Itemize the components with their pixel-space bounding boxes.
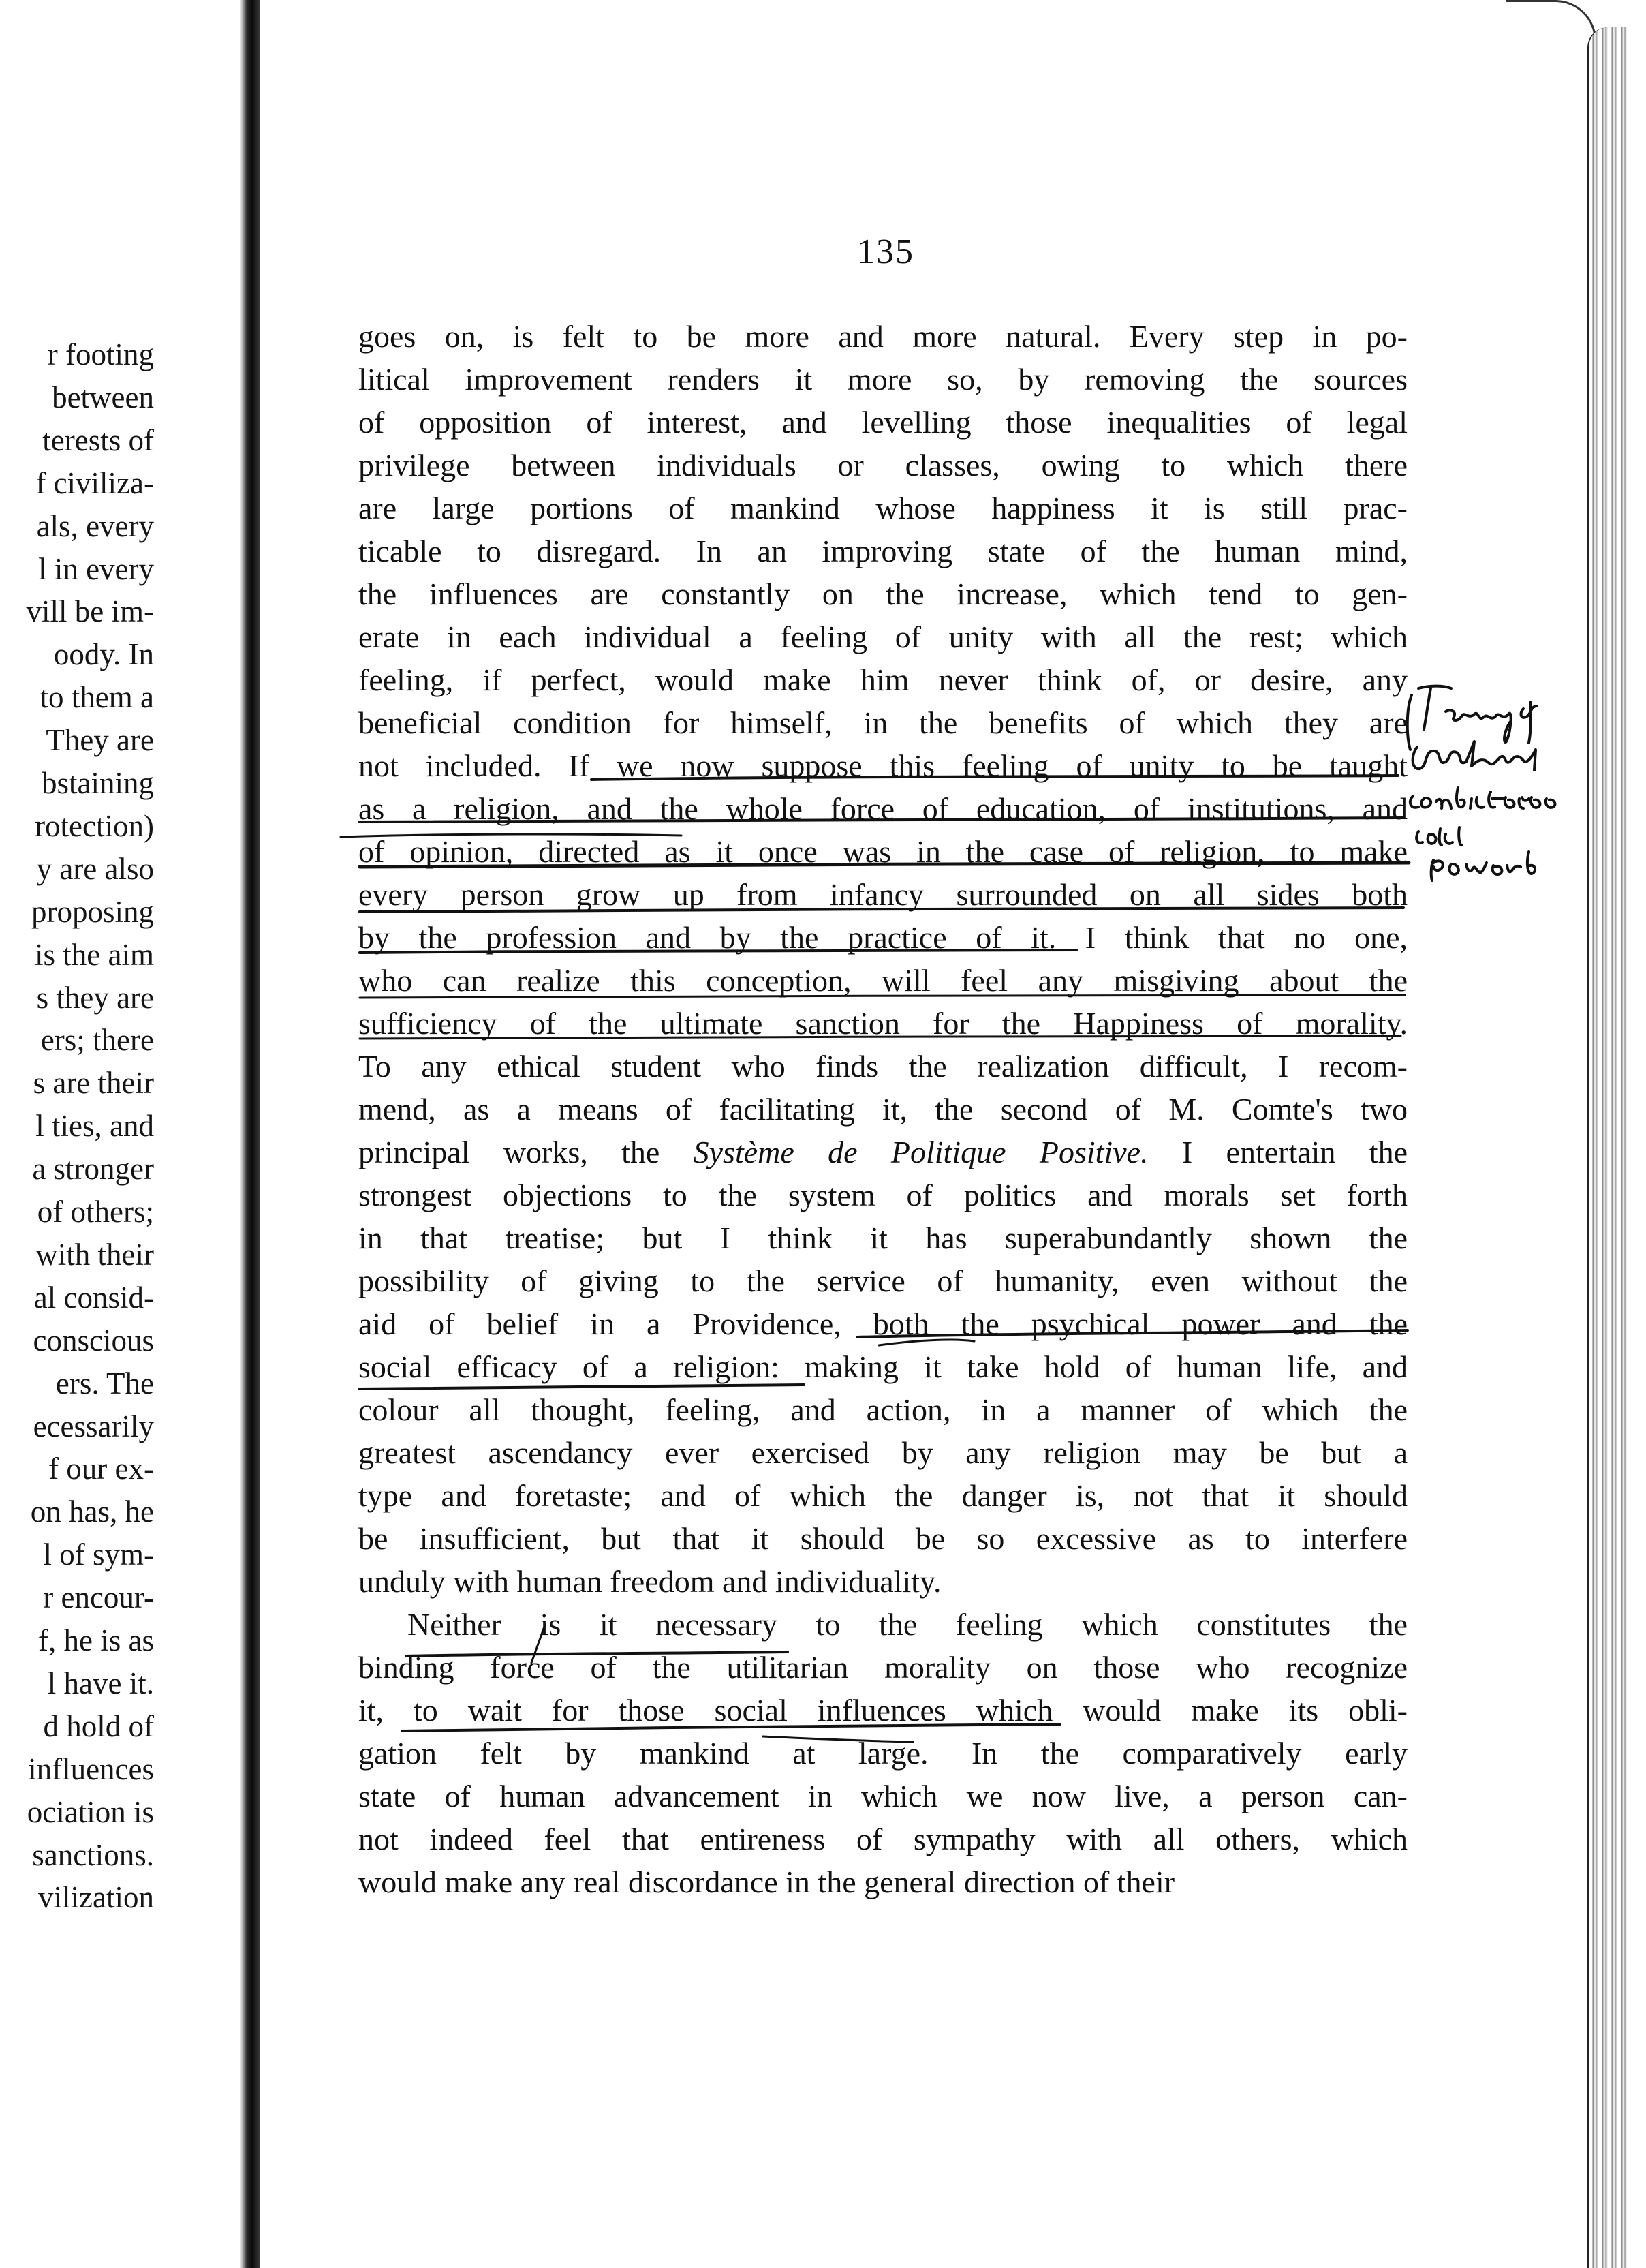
left-page-line: of others;	[37, 1195, 154, 1229]
text-line: feeling, if perfect, would make him never think of, or desire, any	[358, 662, 1408, 697]
text-line: not indeed feel that entireness of sympathy with all others, which	[358, 1822, 1408, 1856]
text-line: possibility of giving to the service of humanity, even without the	[358, 1263, 1408, 1298]
text-line: erate in each individual a feeling of unity with all the rest; which	[358, 619, 1408, 654]
text-line: litical improvement renders it more so, by removing the sources	[358, 362, 1408, 397]
page-edges	[1587, 27, 1630, 2268]
text-line: every person grow up from infancy surrounded on all sides both	[358, 877, 1408, 912]
left-page-line: d hold of	[43, 1708, 154, 1743]
text-line: sufficiency of the ultimate sanction for the Happiness of morality.	[358, 1006, 1408, 1041]
left-page-line: bstaining	[42, 766, 154, 800]
left-page-line: influences	[28, 1751, 154, 1786]
text-line: ticable to disregard. In an improving state of the human mind,	[358, 534, 1408, 568]
text-line: would make any real discordance in the general direction of their	[358, 1865, 1175, 1899]
text-line: state of human advancement in which we now live, a person can-	[358, 1779, 1408, 1813]
text-line: by the profession and by the practice of it. I think that no one,	[358, 920, 1408, 955]
left-page-line: vilization	[38, 1880, 154, 1915]
book-gutter	[240, 0, 260, 2268]
left-page-line: sanctions.	[32, 1837, 154, 1872]
left-page-line: conscious	[33, 1323, 154, 1358]
left-page-line: l of sym-	[43, 1537, 154, 1572]
text-line: beneficial condition for himself, in the benefits of which they are	[358, 705, 1408, 740]
left-page-line: f our ex-	[48, 1452, 154, 1486]
left-page-line: s are their	[33, 1066, 154, 1101]
left-page-line: s they are	[36, 980, 154, 1015]
italic-title: Système de Politique Positive.	[693, 1135, 1149, 1169]
text-line: are large portions of mankind whose happiness it is still prac-	[358, 491, 1408, 525]
left-page-line: rotection)	[35, 808, 154, 843]
left-page-line: proposing	[31, 894, 154, 929]
left-page-line: f, he is as	[38, 1623, 154, 1657]
left-page-line: a stronger	[32, 1152, 154, 1186]
left-page-line: between	[52, 380, 154, 414]
text-line: gation felt by mankind at large. In the comparatively early	[358, 1736, 1408, 1771]
text-line: mend, as a means of facilitating it, the second of M. Comte's two	[358, 1092, 1408, 1127]
left-page-line: r encour-	[43, 1580, 154, 1615]
left-page-line: ers; there	[40, 1023, 154, 1058]
left-page-line: l in every	[38, 551, 154, 586]
text-line: of opinion, directed as it once was in the case of religion, to make	[358, 834, 1408, 869]
body-text	[358, 315, 1408, 1903]
left-page-line: ociation is	[27, 1794, 154, 1829]
text-line: as a religion, and the whole force of education, of institutions, and	[358, 791, 1408, 826]
left-page-line: with their	[35, 1237, 154, 1272]
left-page-line: als, every	[36, 508, 154, 543]
left-page-line: f civiliza-	[35, 465, 154, 500]
text-line: not included. If we now suppose this feeling of unity to be taught	[358, 748, 1408, 783]
left-page-line: vill be im-	[26, 594, 154, 629]
left-page-line: on has, he	[30, 1495, 154, 1529]
left-page-line: is the aim	[35, 937, 154, 972]
text-line: binding force of the utilitarian morality on those who recognize	[358, 1650, 1408, 1685]
text-line: it, to wait for those social influences which would make its obli-	[358, 1693, 1408, 1728]
text-line: goes on, is felt to be more and more natural. Every step in po-	[358, 319, 1408, 354]
handwritten-margin-note	[1403, 681, 1587, 886]
text-line: strongest objections to the system of politics and morals set forth	[358, 1178, 1408, 1212]
text-line: who can realize this conception, will feel any misgiving about the	[358, 963, 1408, 998]
text-line: be insufficient, but that it should be so excessive as to interfere	[358, 1521, 1408, 1556]
text-line: in that treatise; but I think it has superabundantly shown the	[358, 1221, 1408, 1255]
text-line: To any ethical student who finds the realization difficult, I recom-	[358, 1049, 1408, 1084]
left-page-line: al consid-	[33, 1280, 154, 1315]
text-line	[358, 1131, 1408, 1174]
text-line: unduly with human freedom and individuality.	[358, 1564, 942, 1599]
page-number: 135	[857, 232, 914, 271]
text-line: the influences are constantly on the increase, which tend to gen-	[358, 577, 1408, 611]
text-line: type and foretaste; and of which the danger is, not that it should	[358, 1478, 1408, 1513]
left-page-line: l ties, and	[35, 1109, 154, 1144]
text-line: aid of belief in a Providence, both the psychical power and the	[358, 1306, 1408, 1341]
text-line: of opposition of interest, and levelling those inequalities of legal	[358, 405, 1408, 440]
left-page-line: l have it.	[47, 1666, 154, 1700]
text-line: colour all thought, feeling, and action, in a manner of which the	[358, 1392, 1408, 1427]
text-segment: I entertain the	[1148, 1135, 1408, 1169]
left-page-line: They are	[46, 723, 154, 758]
left-page-line: r footing	[47, 337, 154, 371]
left-page-line: terests of	[42, 423, 154, 457]
left-page-line: y are also	[36, 851, 154, 886]
left-page-line: to them a	[40, 680, 154, 715]
left-page-line: oody. In	[53, 637, 154, 672]
left-page-line: ers. The	[55, 1366, 154, 1400]
left-page-line: ecessarily	[33, 1409, 154, 1443]
text-line: greatest ascendancy ever exercised by any religion may be but a	[358, 1435, 1408, 1470]
margin-note-script	[1403, 681, 1587, 886]
text-segment: principal works, the	[358, 1135, 694, 1169]
text-line: privilege between individuals or classes, owing to which there	[358, 448, 1408, 482]
text-line: social efficacy of a religion: making it take hold of human life, and	[358, 1349, 1408, 1384]
text-line: Neither is it necessary to the feeling which constitutes the	[407, 1607, 1408, 1642]
facing-page-left	[0, 0, 240, 2268]
